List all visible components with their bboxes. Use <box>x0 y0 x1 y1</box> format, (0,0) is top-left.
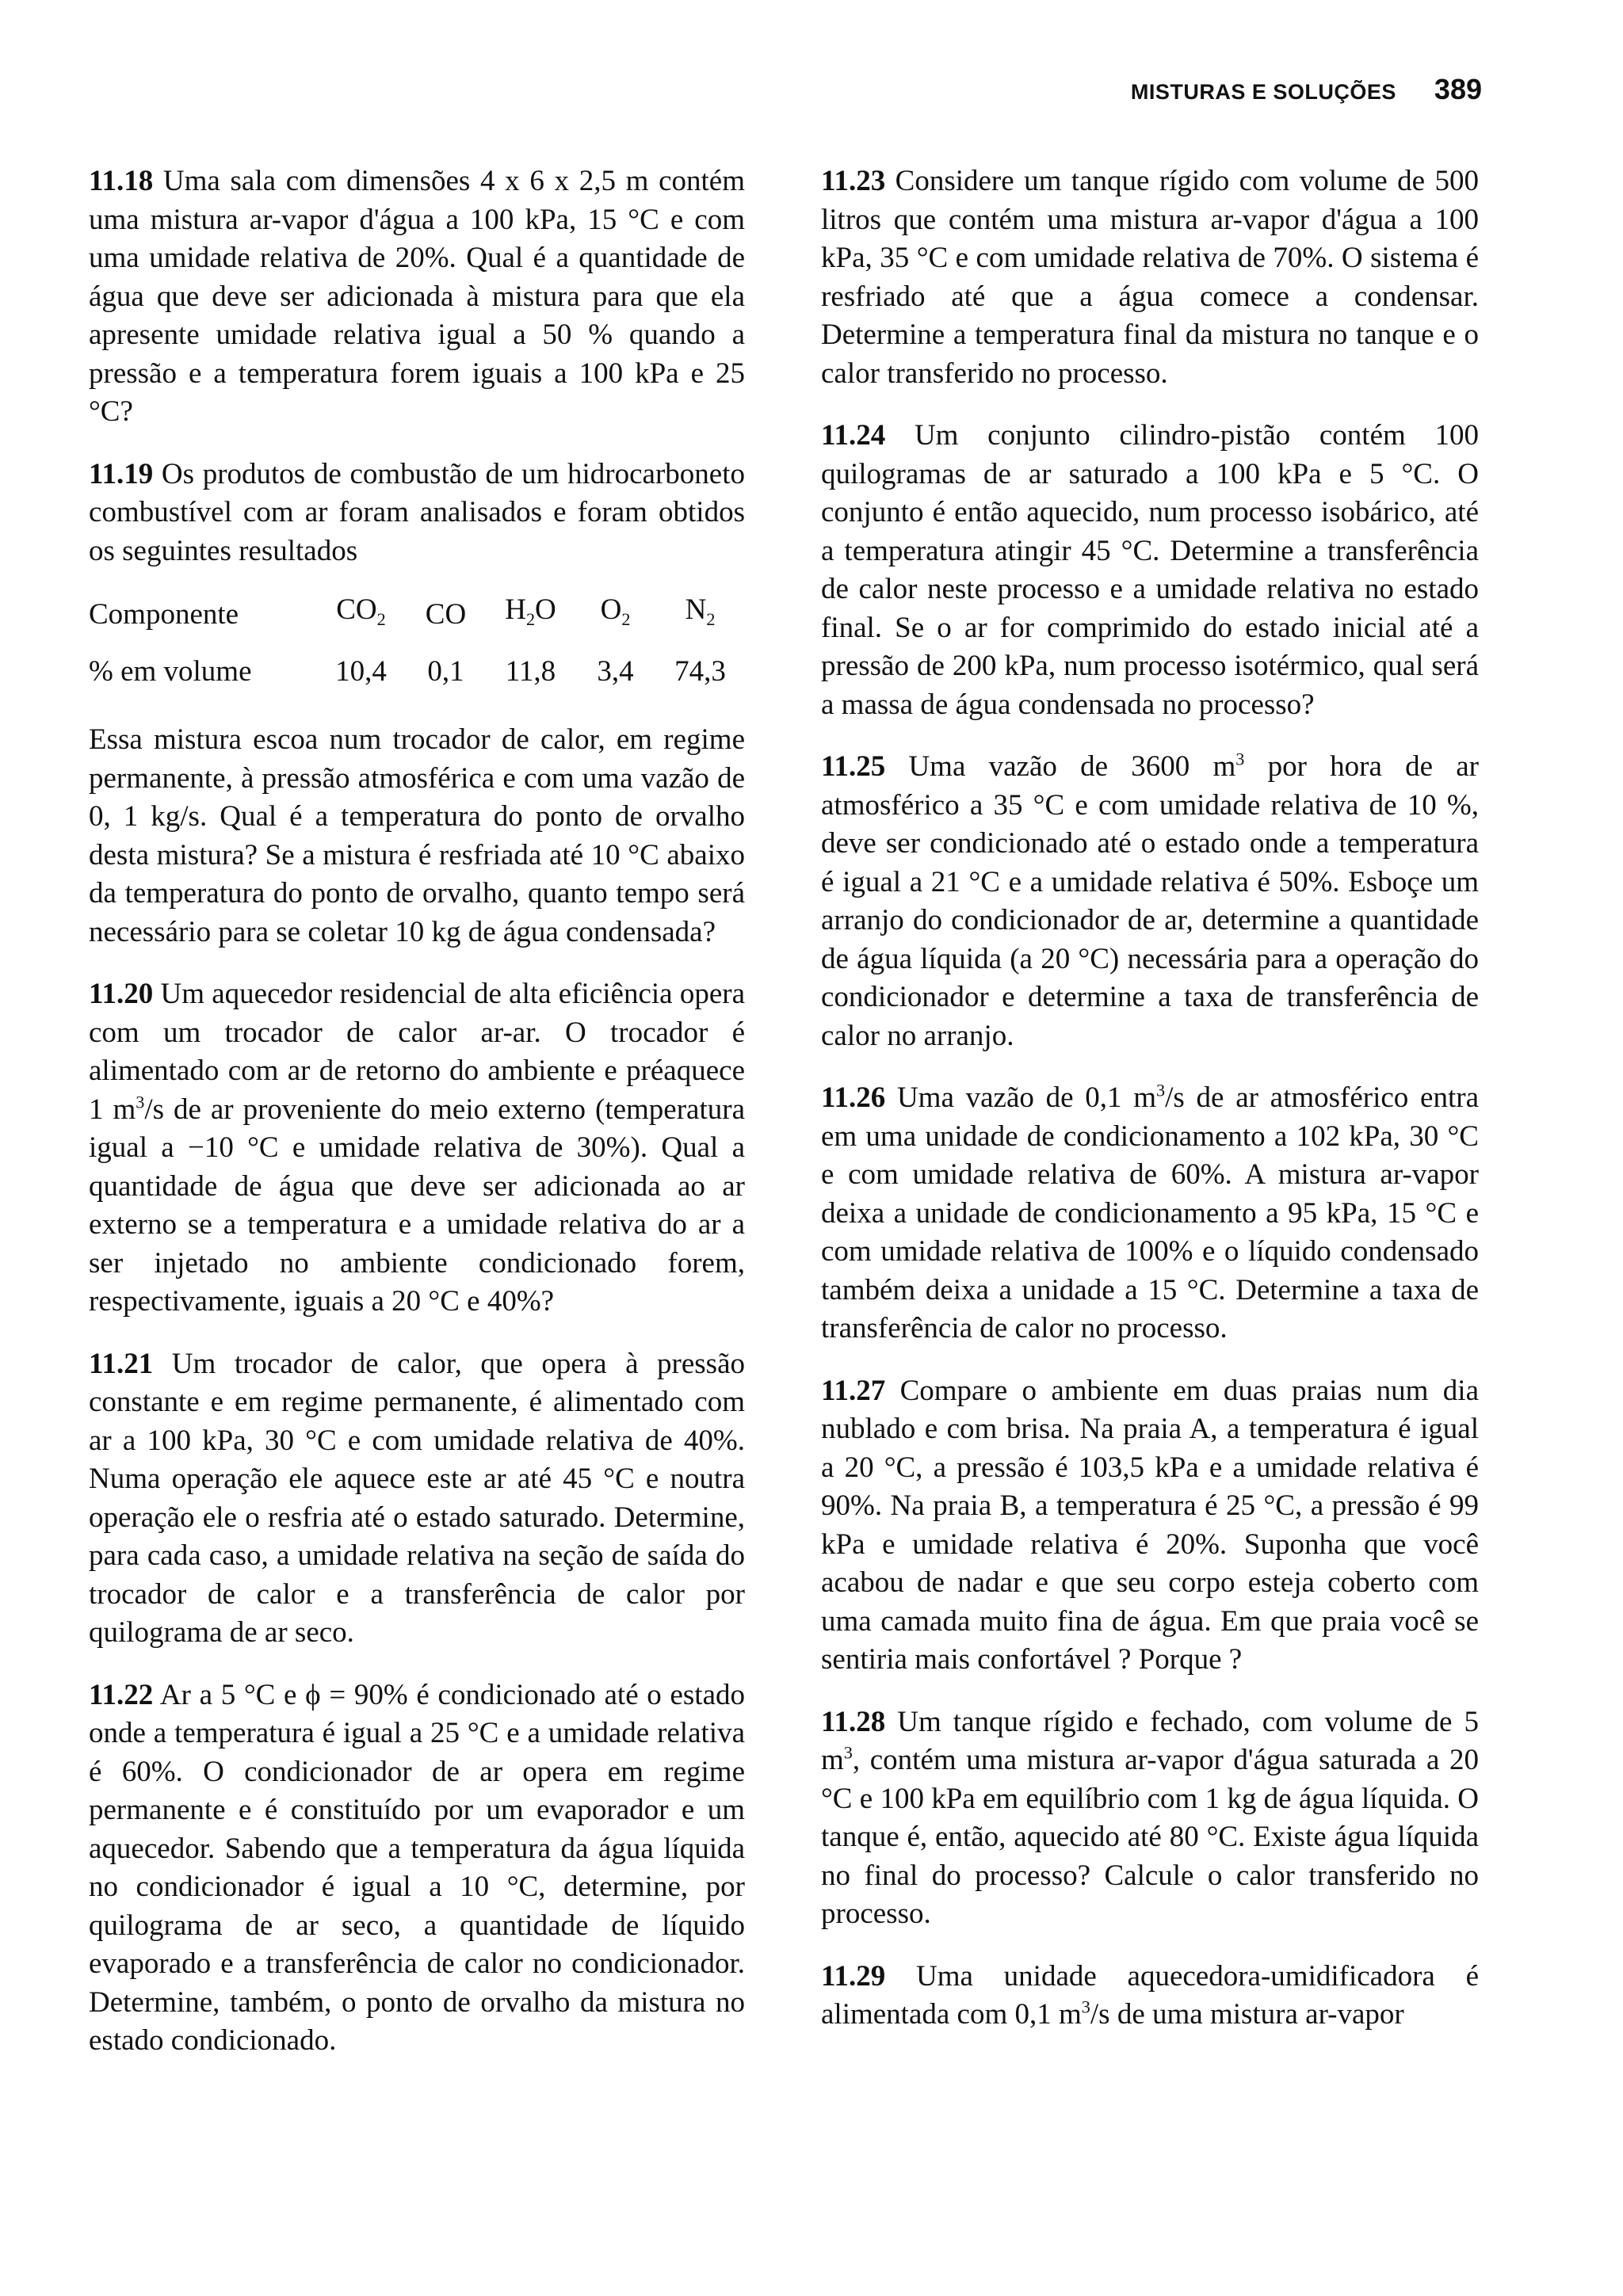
species-co2: $CO_2$ <box>336 593 386 629</box>
problem-number: 11.20 <box>89 978 154 1010</box>
problem-text: Um tanque rígido e fechado, com volume de 5 m <box>821 1705 1479 1776</box>
problem-text: /s de ar atmosférico entra em uma unidade de condicionamento a 102 kPa, 30 °C e com umidade relativa de 60%. A mistura ar-vapor deixa a unidade de condicionamento a 95 kPa, 15 °C e com umidade relativa de 100% e o líquido condensado também deixa a unidade a 15 °C. Determine a taxa de transferência de calor no processo. <box>821 1081 1479 1344</box>
problem-11-27 <box>821 1372 1479 1680</box>
left-column <box>89 162 745 2084</box>
table-cell: 74,3 <box>674 654 726 688</box>
problem-text: Compare o ambiente em duas praias num dia nublado e com brisa. Na praia A, a temperatura é igual a 20 °C, a pressão é 103,5 kPa e a umidade relativa é 90%. Na praia B, a temperatura é 25 °C, a pressão é 99 kPa e umidade relativa é 20%. Suponha que você acabou de nadar e que seu corpo esteja coberto com uma camada muito fina de água. Em que praia você se sentiria mais confortável ? Porque ? <box>821 1374 1479 1676</box>
running-header <box>1131 73 1482 106</box>
problem-number: 11.29 <box>821 1959 886 1993</box>
table-cell: 11,8 <box>505 654 556 688</box>
problem-11-23 <box>821 162 1479 393</box>
table-row-label: Componente <box>89 597 239 631</box>
problem-number: 11.26 <box>821 1081 886 1114</box>
problem-number: 11.27 <box>821 1374 886 1407</box>
problem-text: , contém uma mistura ar-vapor d'água saturada a 20 °C e 100 kPa em equilíbrio com 1 kg de água líquida. O tanque é, então, aquecido até 80 °C. Existe água líquida no final do processo? Calcule o calor transferido no processo. <box>821 1744 1479 1930</box>
problem-11-21 <box>89 1345 745 1653</box>
table-cell: 3,4 <box>597 654 634 688</box>
problem-number: 11.18 <box>89 165 154 197</box>
problem-text: Um trocador de calor, que opera à pressão constante e em regime permanente, é alimentado com ar a 100 kPa, 30 °C e com umidade relativa de 40%. Numa operação ele aquece este ar até 45 °C e noutra operação ele o resfria até o estado saturado. Determine, para cada caso, a umidade relativa na seção de saída do trocador de calor e a transferência de calor por quilograma de ar seco. <box>89 1347 746 1649</box>
table-cell: 0,1 <box>427 654 464 688</box>
table-row <box>89 643 745 700</box>
problem-11-28: 11.28 Um tanque rígido e fechado, com volume de 5 $m^3$, contém uma mistura ar-vapor d'água saturada a 20 °C e 100 kPa em equilíbrio com 1 kg de água líquida. O tanque é, então, aquecido até 80 °C. Existe água líquida no final do processo? Calcule o calor transferido no processo. <box>821 1705 1479 1930</box>
species-h2o: $H_2O$ <box>505 593 556 629</box>
species-co: CO <box>425 597 467 631</box>
problem-11-18 <box>89 162 745 432</box>
composition-table <box>89 586 745 700</box>
problem-text: Uma vazão de 0,1 m <box>896 1081 1157 1114</box>
problem-number: 11.25 <box>821 750 886 783</box>
problem-text: Uma unidade aquecedora-umidificadora é alimentada com 0,1 m <box>821 1959 1479 2031</box>
problem-text: Ar a 5 °C e ϕ = 90% é condicionado até o estado onde a temperatura é igual a 25 °C e a umidade relativa é 60%. O condicionador de ar opera em regime permanente e é constituído por um evaporador e um aquecedor. Sabendo que a temperatura da água líquida no condicionador é igual a 10 °C, determine, por quilograma de ar seco, a quantidade de líquido evaporado e a transferência de calor no condicionador. Determine, também, o ponto de orvalho da mistura no estado condicionado. <box>89 1678 746 2057</box>
species-n2: $N_2$ <box>685 593 716 629</box>
problem-11-25: 11.25 Uma vazão de 3600 $m^3$ por hora de ar atmosférico a 35 °C e com umidade relativa de 10 %, deve ser condicionado até o estado onde a temperatura é igual a 21 °C e a umidade relativa é 50%. Esboçe um arranjo do condicionador de ar, determine a quantidade de água líquida (a 20 °C) necessária para a operação do condicionador e determine a taxa de transferência de calor no arranjo. <box>821 749 1480 1052</box>
problem-text-continued: Essa mistura escoa num trocador de calor, em regime permanente, à pressão atmosférica e com uma vazão de 0, 1 kg/s. Qual é a temperatura do ponto de orvalho desta mistura? Se a mistura é resfriada até 10 °C abaixo da temperatura do ponto de orvalho, quanto tempo será necessário para se coletar 10 kg de água condensada? <box>89 723 745 948</box>
problem-text: Um aquecedor residencial de alta eficiência opera com um trocador de calor ar-ar. O trocador é alimentado com ar de retorno do ambiente e préaquece 1 m <box>89 978 745 1126</box>
right-column <box>821 162 1479 2058</box>
page-number: 389 <box>1434 73 1482 105</box>
problem-number: 11.21 <box>89 1347 154 1380</box>
problem-text: Considere um tanque rígido com volume de 500 litros que contém uma mistura ar-vapor d'água a 100 kPa, 35 °C e com umidade relativa de 70%. O sistema é resfriado até que a água comece a condensar. Determine a temperatura final da mistura no tanque e o calor transferido no processo. <box>821 165 1479 390</box>
section-title: MISTURAS E SOLUÇÕES <box>1130 80 1396 104</box>
species-o2: $O_2$ <box>600 593 631 629</box>
problem-text: Uma vazão de 3600 m <box>908 750 1236 783</box>
problem-11-20: 11.20 Um aquecedor residencial de alta eficiência opera com um trocador de calor ar-ar. O trocador é alimentado com ar de retorno do ambiente e préaquece 1 $m^3/s$ de ar proveniente do meio externo (temperatura igual a −10 °C e umidade relativa de 30%). Qual a quantidade de água que deve ser adicionada ao ar externo se a temperatura e a umidade relativa do ar a ser injetado no ambiente condicionado forem, respectivamente, iguais a 20 °C e 40%? <box>89 978 745 1318</box>
problem-text: /s de uma mistura ar-vapor <box>1090 1998 1404 2031</box>
problem-text: por hora de ar atmosférico a 35 °C e com umidade relativa de 10 %, deve ser condicionado até o estado onde a temperatura é igual a 21 °C e a umidade relativa é 50%. Esboçe um arranjo do condicionador de ar, determine a quantidade de água líquida (a 20 °C) necessária para a operação do condicionador e determine a taxa de transferência de calor no arranjo. <box>821 750 1480 1052</box>
table-cell: 10,4 <box>335 654 387 688</box>
problem-11-24 <box>821 417 1479 724</box>
problem-number: 11.24 <box>821 419 886 452</box>
problem-number: 11.22 <box>89 1678 154 1711</box>
problem-text: Os produtos de combustão de um hidrocarboneto combustível com ar foram analisados e foram obtidos os seguintes resultados <box>89 457 745 567</box>
problem-number: 11.28 <box>821 1705 886 1738</box>
problem-text: /s de ar proveniente do meio externo (temperatura igual a −10 °C e umidade relativa de 30%). Qual a quantidade de água que deve ser adicionada ao ar externo se a temperatura e a umidade relativa do ar a ser injetado no ambiente condicionado forem, respectivamente, iguais a 20 °C e 40%? <box>89 1093 745 1318</box>
problem-number: 11.19 <box>89 457 154 490</box>
table-row-label: % em volume <box>89 654 252 688</box>
problem-text: Um conjunto cilindro-pistão contém 100 quilogramas de ar saturado a 100 kPa e 5 °C. O conjunto é então aquecido, num processo isobárico, até a temperatura atingir 45 °C. Determine a transferência de calor neste processo e a umidade relativa no estado final. Se o ar for comprimido do estado inicial até a pressão de 200 kPa, num processo isotérmico, qual será a massa de água condensada no processo? <box>821 419 1480 721</box>
problem-11-26: 11.26 Uma vazão de 0,1 $m^3/s$ de ar atmosférico entra em uma unidade de condicionamento a 102 kPa, 30 °C e com umidade relativa de 60%. A mistura ar-vapor deixa a unidade de condicionamento a 95 kPa, 15 °C e com umidade relativa de 100% e o líquido condensado também deixa a unidade a 15 °C. Determine a taxa de transferência de calor no processo. <box>821 1080 1479 1344</box>
table-header-row <box>89 586 745 643</box>
problem-number: 11.23 <box>821 165 886 197</box>
problem-11-22 <box>89 1676 745 2061</box>
problem-text: Uma sala com dimensões 4 x 6 x 2,5 m contém uma mistura ar-vapor d'água a 100 kPa, 15 °C e com uma umidade relativa de 20%. Qual é a quantidade de água que deve ser adicionada à mistura para que ela apresente umidade relativa igual a 50 % quando a pressão e a temperatura forem iguais a 100 kPa e 25 °C? <box>89 165 745 428</box>
problem-11-29: 11.29 Uma unidade aquecedora-umidificadora é alimentada com 0,1 $m^3/s$ de uma mistura ar-vapor <box>821 1959 1479 2031</box>
problem-11-19 <box>89 456 745 952</box>
